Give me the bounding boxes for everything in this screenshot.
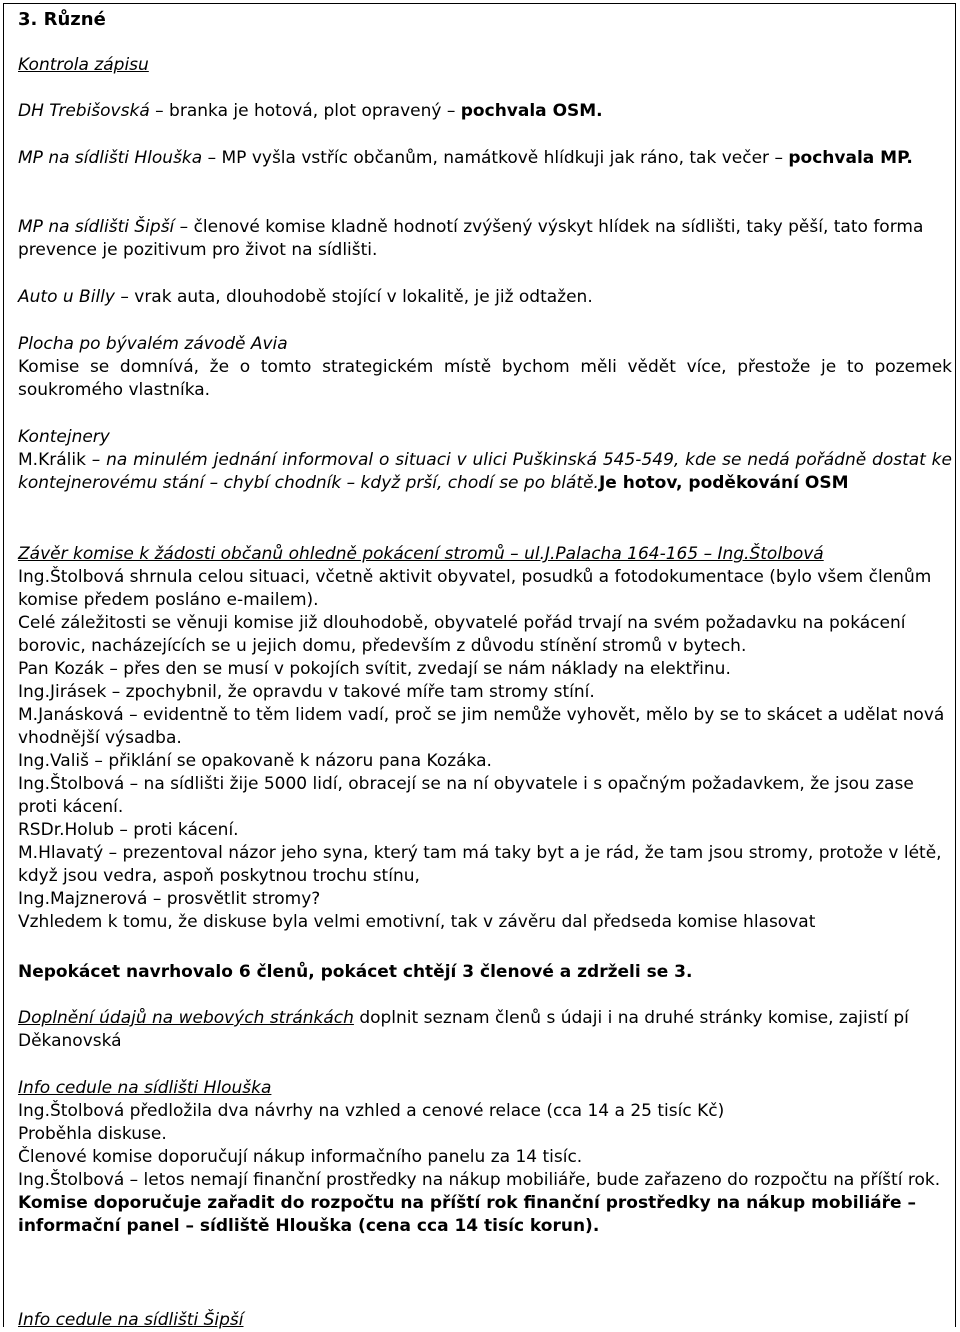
zaver-line: Ing.Štolbová – na sídlišti žije 5000 lidí, obracejí se na ní obyvatele i s opačným požadavkem, že jsou zase proti kácení.: [18, 774, 914, 817]
item-text: – členové komise kladně hodnotí zvýšený výskyt hlídek na sídlišti, taky pěší, tato forma prevence je pozitivum pro život na sídlišti.: [18, 217, 924, 260]
zaver-line: Ing.Majznerová – prosvětlit stromy?: [18, 889, 321, 909]
avia-title: Plocha po bývalém závodě Avia: [18, 334, 288, 354]
kontrola-zapisu-title: Kontrola zápisu: [18, 55, 149, 75]
sipsi-title: Info cedule na sídlišti Šipší: [18, 1310, 244, 1330]
kontejnery-bold: Je hotov, poděkování OSM: [598, 473, 849, 493]
zaver-line: Pan Kozák – přes den se musí v pokojích svítit, zvedají se nám náklady na elektřinu.: [18, 659, 731, 679]
avia-text: Komise se domnívá, že o tomto strategickém místě bychom měli vědět více, přestože je to pozemek soukromého vlastníka.: [18, 357, 952, 400]
zaver-line: Ing.Štolbová shrnula celou situaci, včetně aktivit obyvatel, posudků a fotodokumentace (bylo všem členům komise předem posláno e-mailem).: [18, 567, 932, 610]
item-name: MP na sídlišti Hlouška: [18, 148, 203, 168]
kontejnery-text: [18, 449, 952, 495]
zaver-result: Nepokácet navrhovalo 6 členů, pokácet chtějí 3 členové a zdrželi se 3.: [18, 962, 693, 982]
section-title: 3. Různé: [18, 9, 106, 30]
item-name: Auto u Billy: [18, 287, 115, 307]
item-name: DH Trebišovská: [18, 101, 150, 121]
item-name: MP na sídlišti Šipší: [18, 217, 175, 237]
item-mp-hlouska: [18, 147, 952, 170]
item-mp-sipsi: [18, 216, 952, 262]
zaver-line: Ing.Jirásek – zpochybnil, že opravdu v takové míře tam stromy stíní.: [18, 682, 595, 702]
hlouska-section: [18, 1077, 952, 1238]
doplneni-title: Doplnění údajů na webových stránkách: [18, 1008, 354, 1028]
hlouska-line: Proběhla diskuse.: [18, 1124, 167, 1144]
kontejnery-title: Kontejnery: [18, 427, 110, 447]
item-text: – MP vyšla vstříc občanům, namátkově hlídkuji jak ráno, tak večer –: [202, 148, 789, 168]
avia-section: [18, 333, 952, 402]
zaver-title: Závěr komise k žádosti občanů ohledně pokácení stromů – ul.J.Palacha 164-165 – Ing.Štolbová: [18, 544, 824, 564]
zaver-line: Ing.Vališ – přiklání se opakovaně k názoru pana Kozáka.: [18, 751, 492, 771]
hlouska-line: Ing.Štolbová předložila dva návrhy na vzhled a cenové relace (cca 14 a 25 tisíc Kč): [18, 1101, 725, 1121]
zaver-line: Vzhledem k tomu, že diskuse byla velmi emotivní, tak v závěru dal předseda komise hlasovat: [18, 912, 816, 932]
item-text: – vrak auta, dlouhodobě stojící v lokalitě, je již odtažen.: [114, 287, 593, 307]
kontejnery-body: – na minulém jednání informoval o situaci v ulici Puškinská 545-549, kde se nedá pořádně dostat ke kontejnerovému stání – chybí chodník – když prší, chodí se po blátě.: [18, 450, 952, 493]
item-dh-trebisovska: [18, 100, 952, 123]
zaver-line: Celé záležitosti se věnuji komise již dlouhodobě, obyvatelé pořád trvají na svém požadavku na pokácení borovic, nacházejících se u jejich domu, především z důvodu stínění stromů v bytech.: [18, 613, 906, 656]
hlouska-line: Členové komise doporučují nákup informačního panelu za 14 tisíc.: [18, 1147, 583, 1167]
doplneni-section: [18, 1007, 952, 1053]
zaver-line: M.Janásková – evidentně to těm lidem vadí, proč se jim nemůže vyhovět, mělo by se to skácet a udělat nová vhodnější výsadba.: [18, 705, 945, 748]
item-auto-billy: [18, 286, 952, 309]
hlouska-title: Info cedule na sídlišti Hlouška: [18, 1078, 272, 1098]
kontejnery-person: M.Králik: [18, 450, 86, 470]
item-bold: pochvala MP.: [788, 148, 913, 168]
page-frame: [3, 3, 956, 1330]
item-bold: pochvala OSM.: [460, 101, 603, 121]
kontejnery-section: [18, 426, 952, 495]
item-text: – branka je hotová, plot opravený –: [149, 101, 461, 121]
zaver-line: M.Hlavatý – prezentoval názor jeho syna, který tam má taky byt a je rád, že tam jsou stromy, protože v létě, když jsou vedra, aspoň poskytnou trochu stínu,: [18, 843, 942, 886]
doplneni-text: doplnit seznam členů s údaji i na druhé stránky komise, zajistí pí Děkanovská: [18, 1008, 909, 1051]
hlouska-bold: Komise doporučuje zařadit do rozpočtu na příští rok finanční prostředky na nákup mobiliáře – informační panel – sídliště Hlouška (cena cca 14 tisíc korun).: [18, 1193, 916, 1236]
zaver-line: RSDr.Holub – proti kácení.: [18, 820, 239, 840]
zaver-section: [18, 543, 952, 934]
hlouska-line: Ing.Štolbová – letos nemají finanční prostředky na nákup mobiliáře, bude zařazeno do rozpočtu na příští rok.: [18, 1170, 941, 1190]
